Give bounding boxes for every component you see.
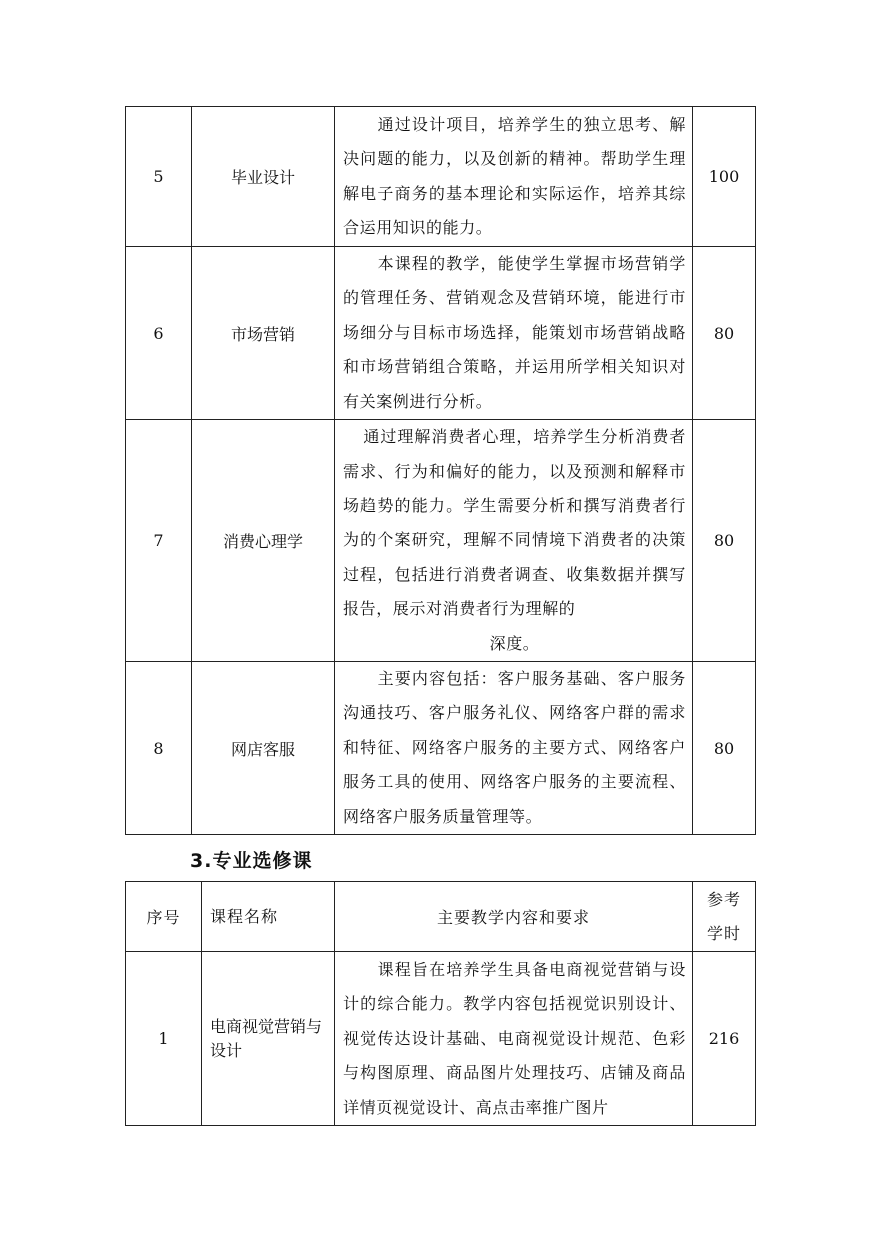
elective-course-table xyxy=(125,881,756,1126)
course-description: 课程旨在培养学生具备电商视觉营销与设计的综合能力。教学内容包括视觉识别设计、视觉传达设计基础、电商视觉设计规范、色彩与构图原理、商品图片处理技巧、店铺及商品详情页视觉设计、高点击率推广图片 xyxy=(335,952,693,1126)
header-number: 序号 xyxy=(126,882,202,952)
course-hours: 80 xyxy=(693,247,756,420)
course-description-tail: 深度。 xyxy=(489,633,540,653)
course-description: 主要内容包括：客户服务基础、客户服务沟通技巧、客户服务礼仪、网络客户群的需求和特征、网络客户服务的主要方式、网络客户服务工具的使用、网络客户服务的主要流程、网络客户服务质量管理等。 xyxy=(335,662,693,835)
course-name: 市场营销 xyxy=(192,247,335,420)
table-row xyxy=(126,952,756,1126)
course-hours: 80 xyxy=(693,662,756,835)
table-row xyxy=(126,107,756,247)
course-number: 5 xyxy=(126,107,192,247)
course-number: 7 xyxy=(126,420,192,662)
course-hours: 100 xyxy=(693,107,756,247)
course-description: 通过理解消费者心理，培养学生分析消费者需求、行为和偏好的能力，以及预测和解释市场趋势的能力。学生需要分析和撰写消费者行为的个案研究，理解不同情境下消费者的决策过程，包括进行消费者调查、收集数据并撰写报告，展示对消费者行为理解的 深度。 xyxy=(335,420,693,662)
course-hours: 80 xyxy=(693,420,756,662)
course-description: 通过设计项目，培养学生的独立思考、解决问题的能力，以及创新的精神。帮助学生理解电子商务的基本理论和实际运作，培养其综合运用知识的能力。 xyxy=(335,107,693,247)
course-name: 电商视觉营销与设计 xyxy=(202,952,335,1126)
core-course-table xyxy=(125,106,756,835)
table-row xyxy=(126,662,756,835)
table-row xyxy=(126,247,756,420)
course-name: 毕业设计 xyxy=(192,107,335,247)
course-description: 本课程的教学，能使学生掌握市场营销学的管理任务、营销观念及营销环境，能进行市场细分与目标市场选择，能策划市场营销战略和市场营销组合策略，并运用所学相关知识对有关案例进行分析。 xyxy=(335,247,693,420)
header-description: 主要教学内容和要求 xyxy=(335,882,693,952)
header-hours-line2: 学时 xyxy=(706,923,741,943)
header-hours xyxy=(693,882,756,952)
section-heading: 3.专业选修课 xyxy=(190,850,313,872)
header-course-name: 课程名称 xyxy=(202,882,335,952)
header-hours-line1: 参考 xyxy=(706,889,741,909)
course-name: 消费心理学 xyxy=(192,420,335,662)
course-hours: 216 xyxy=(693,952,756,1126)
course-number: 8 xyxy=(126,662,192,835)
course-number: 6 xyxy=(126,247,192,420)
table-header-row xyxy=(126,882,756,952)
course-name: 网店客服 xyxy=(192,662,335,835)
table-row xyxy=(126,420,756,662)
course-number: 1 xyxy=(126,952,202,1126)
